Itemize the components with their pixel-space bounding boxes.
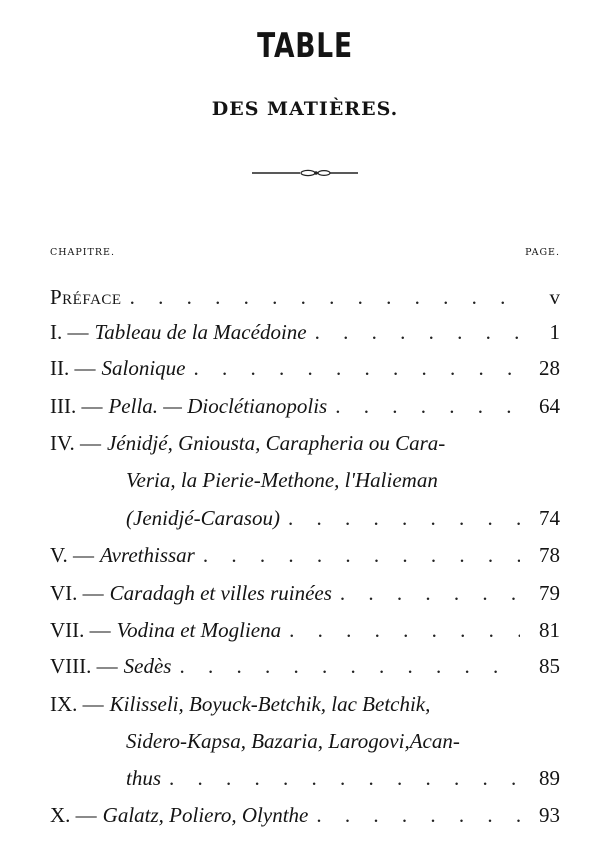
entry-title: Jénidjé, Gniousta, Carapheria ou Cara- [106,431,446,455]
toc-entry-4-cont [126,463,560,497]
dot-leader [179,649,520,683]
toc-entry-9-end [126,761,560,795]
entry-title: Kilisseli, Boyuck-Betchik, lac Betchik, [109,692,431,716]
entry-title: Galatz, Poliero, Olynthe [102,803,309,827]
entry-page: 79 [539,581,560,605]
toc-entry-2 [50,351,560,385]
chapter-number: I. — [50,320,89,344]
entry-page: 64 [539,394,560,418]
toc-entry-9 [50,687,560,721]
toc-entry-5 [50,538,560,572]
entry-title: Sedès [123,654,172,678]
dot-leader [340,576,520,610]
chapter-number: II. — [50,356,96,380]
entry-page: v [549,285,560,309]
entry-page: 89 [539,766,560,790]
entry-title: Avrethissar [99,543,195,567]
entry-page: 78 [539,543,560,567]
entry-title: Salonique [101,356,186,380]
entry-page: 28 [539,356,560,380]
chapter-number: X. — [50,803,97,827]
toc-entry-1 [50,315,560,349]
entry-title-continued: thus [126,766,162,790]
dot-leader [335,389,520,423]
entry-title: Caradagh et villes ruinées [109,581,332,605]
dot-leader [169,761,520,795]
chapter-number: IX. — [50,692,104,716]
ornament-divider [250,166,360,180]
dot-leader [203,538,520,572]
dot-leader [288,501,520,535]
chapter-number: VII. — [50,618,111,642]
entry-title: Préface [50,285,122,309]
entry-title: Pella. — Dioclétianopolis [108,394,328,418]
dot-leader [130,280,520,314]
chapter-number: IV. — [50,431,101,455]
toc-entry-4-end [126,501,560,535]
entry-title-continued: Veria, la Pierie-Methone, l'Halieman [126,468,438,492]
dot-leader [315,315,520,349]
dot-leader [316,798,520,832]
entry-page: 1 [549,320,560,344]
entry-page: 81 [539,618,560,642]
dot-leader [194,351,521,385]
chapter-number: VIII. — [50,654,118,678]
entry-page: 85 [539,654,560,678]
column-header-chapter: CHAPITRE. [50,247,116,258]
entry-title-continued: (Jenidjé-Carasou) [126,506,280,530]
chapter-number: III. — [50,394,103,418]
entry-page: 74 [539,506,560,530]
chapter-number: V. — [50,543,94,567]
entry-title: Tableau de la Macédoine [94,320,307,344]
chapter-number: VI. — [50,581,104,605]
toc-entry-8 [50,649,560,683]
toc-entry-preface [50,280,560,314]
toc-entry-7 [50,613,560,647]
page-subtitle: DES MATIÈRES. [211,98,399,120]
entry-page: 93 [539,803,560,827]
toc-entry-4 [50,426,560,460]
toc-entry-3 [50,389,560,423]
column-header-page: PAGE. [525,247,560,258]
page-title: TABLE [257,26,353,66]
entry-title-continued: Sidero-Kapsa, Bazaria, Larogovi,Acan- [126,729,460,753]
toc-entry-10 [50,798,560,832]
toc-entry-6 [50,576,560,610]
entry-title: Vodina et Mogliena [116,618,282,642]
toc-entry-9-cont [126,724,560,758]
dot-leader [289,613,520,647]
